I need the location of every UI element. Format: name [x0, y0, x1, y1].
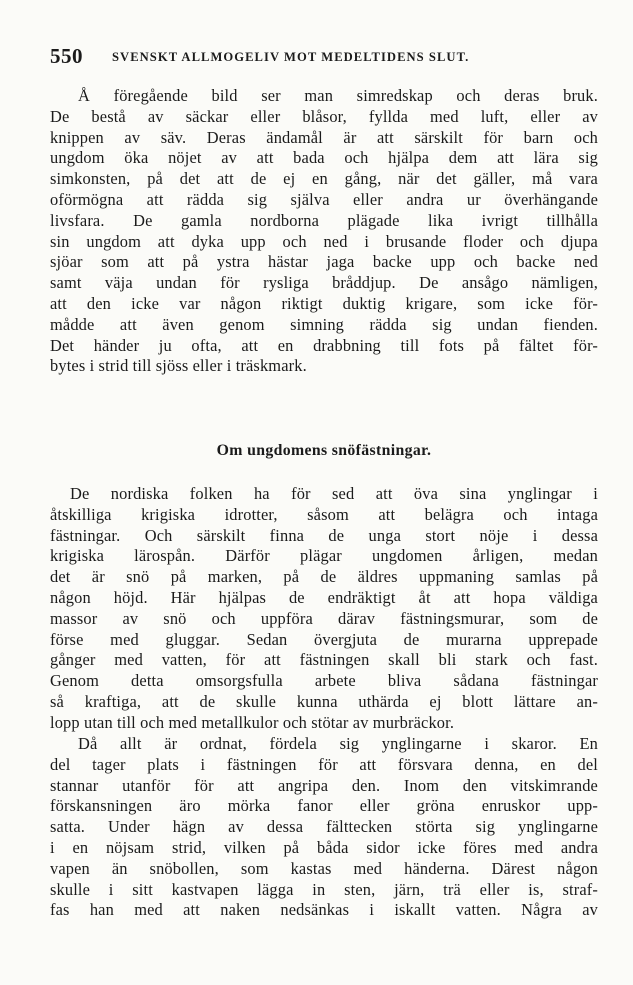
text-line: lopp utan till och med metallkulor och stötar av murbräckor. — [50, 712, 455, 732]
text-line: förse med gluggar. Sedan övergjuta de murarna upprepade — [50, 629, 598, 649]
text-line: satta. Under hägn av dessa fälttecken störta sig ynglingarne — [50, 817, 598, 837]
text-line: att den icke var någon riktigt duktig krigare, som icke för- — [50, 293, 598, 313]
text-line: åtskilliga krigiska idrotter, såsom att belägra och intaga — [50, 504, 598, 524]
text-line: fas han med att naken nedsänkas i iskallt vatten. Några av — [50, 900, 598, 920]
text-line: simkonsten, på det att de ej en gång, när det gäller, må vara — [50, 169, 598, 189]
text-line: i en nöjsam strid, vilken på båda sidor icke föres med andra — [50, 837, 598, 857]
text-line: någon höjd. Här hjälpas de endräktigt åt att hopa väldiga — [50, 587, 598, 607]
text-line: knippen av säv. Deras ändamål är att särskilt för barn och — [50, 127, 598, 147]
text-line: mådde att även genom simning rädda sig undan fienden. — [50, 314, 598, 334]
text-line: Genom detta omsorgsfulla arbete bliva sådana fästningar — [50, 671, 598, 691]
text-line: samt väja undan för rysliga bråddjup. De ansågo nämligen, — [50, 273, 598, 293]
text-line: fästningar. Och särskilt finna de unga stort nöje i dessa — [50, 525, 598, 545]
text-line: oförmögna att rädda sig själva eller andra ur överhängande — [50, 189, 598, 209]
text-line: skulle i sitt kastvapen lägga in sten, järn, trä eller is, straf- — [50, 879, 598, 899]
page-number: 550 — [50, 44, 83, 68]
text-line: förskansningen äro mörka fanor eller gröna enruskor upp- — [50, 796, 598, 816]
text-line: bytes i strid till sjöss eller i träskmark. — [50, 356, 307, 376]
text-line: massor av snö och uppföra därav fästningsmurar, som de — [50, 608, 598, 628]
text-line: stannar utanför för att angripa den. Inom den vitskimrande — [50, 775, 598, 795]
text-line: Det händer ju ofta, att en drabbning till fots på fältet för- — [50, 335, 598, 355]
paragraph-snowball-battle — [50, 734, 598, 921]
paragraph-swimming — [50, 86, 598, 377]
text-line: så kraftiga, att de skulle kunna uthärda ej blott lättare an- — [50, 691, 598, 711]
text-line: det är snö på marken, på de äldres uppmaning samlas på — [50, 567, 598, 587]
paragraph-snow-fortresses — [50, 484, 598, 734]
text-line: vapen än snöbollen, som kastas med händerna. Därest någon — [50, 858, 598, 878]
text-line: ungdom öka nöjet av att bada och hjälpa dem att lära sig — [50, 148, 598, 168]
text-line: livsfara. De gamla nordborna plägade lika ivrigt tillhålla — [50, 210, 598, 230]
text-line: De bestå av säckar eller blåsor, fyllda med luft, eller av — [50, 106, 598, 126]
page-header — [50, 42, 606, 70]
text-line: sjöar som att på ystra hästar jaga backe upp och backe ned — [50, 252, 598, 272]
section-heading: Om ungdomens snöfästningar. — [216, 442, 432, 459]
text-line: De nordiska folken ha för sed att öva sina ynglingar i — [70, 484, 598, 503]
text-line: del tager plats i fästningen för att försvara denna, en del — [50, 754, 598, 774]
text-line: Å föregående bild ser man simredskap och deras bruk. — [78, 86, 598, 105]
running-head: SVENSKT ALLMOGELIV MOT MEDELTIDENS SLUT. — [112, 50, 470, 64]
text-line: krigiska lärospån. Därför plägar ungdomen årligen, medan — [50, 546, 598, 566]
text-line: Då allt är ordnat, fördela sig ynglingarne i skaror. En — [78, 734, 598, 753]
text-line: sin ungdom att dyka upp och ned i brusande floder och djupa — [50, 231, 598, 251]
text-line: gånger med vatten, för att fästningen skall bli stark och fast. — [50, 650, 598, 670]
